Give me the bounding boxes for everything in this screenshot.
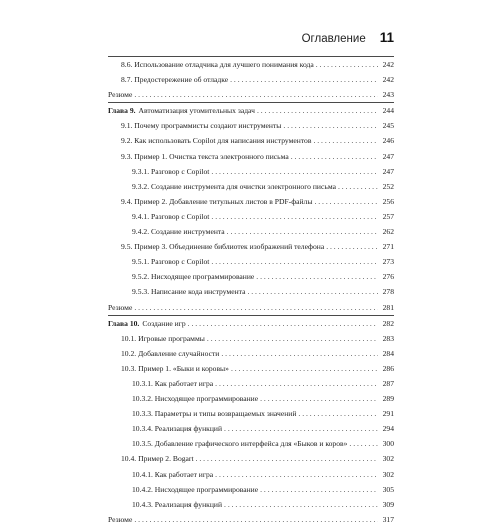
entry-page-number: 252 xyxy=(382,181,394,191)
entry-title: Резюме xyxy=(108,90,133,100)
toc-subsection-entry[interactable] xyxy=(108,467,394,482)
entry-page-number: 286 xyxy=(382,363,394,373)
entry-title: 9.4. Пример 2. Добавление титульных листов в PDF-файлы xyxy=(121,196,313,206)
entry-title: 10.1. Игровые программы xyxy=(121,333,205,343)
entry-page-number: 245 xyxy=(382,121,394,131)
entry-page-number: 281 xyxy=(382,302,394,312)
toc-subsection-entry[interactable] xyxy=(108,482,394,497)
toc-subsection-entry[interactable] xyxy=(108,164,394,179)
entry-page-number: 291 xyxy=(382,409,394,419)
dot-leader xyxy=(256,269,378,284)
chapter-label: Глава 9. xyxy=(108,106,136,116)
dot-leader xyxy=(257,103,378,118)
dot-leader xyxy=(215,376,378,391)
toc-group xyxy=(108,316,394,527)
dot-leader xyxy=(224,497,378,512)
dot-leader xyxy=(283,118,378,133)
entry-title: 9.3. Пример 1. Очистка текста электронного письма xyxy=(121,151,289,161)
entry-page-number: 302 xyxy=(382,454,394,464)
toc-section-entry[interactable] xyxy=(108,194,394,209)
dot-leader xyxy=(314,194,378,209)
entry-title: 10.4. Пример 2. Bogart xyxy=(121,454,194,464)
toc-group xyxy=(108,103,394,314)
dot-leader xyxy=(298,406,378,421)
dot-leader xyxy=(211,164,378,179)
toc-subsection-entry[interactable] xyxy=(108,269,394,284)
entry-page-number: 278 xyxy=(382,287,394,297)
entry-page-number: 262 xyxy=(382,227,394,237)
entry-title: 9.3.1. Разговор с Copilot xyxy=(132,166,210,176)
toc-group xyxy=(108,57,394,102)
toc-summary-entry[interactable] xyxy=(108,512,394,527)
entry-page-number: 256 xyxy=(382,196,394,206)
toc-section-entry[interactable] xyxy=(108,72,394,87)
chapter-label: Глава 10. xyxy=(108,318,140,328)
toc-summary-entry[interactable] xyxy=(108,87,394,102)
entry-page-number: 273 xyxy=(382,257,394,267)
toc-section-entry[interactable] xyxy=(108,239,394,254)
page-number: 11 xyxy=(379,30,394,45)
dot-leader xyxy=(338,179,378,194)
entry-page-number: 300 xyxy=(382,439,394,449)
dot-leader xyxy=(231,361,378,376)
toc-subsection-entry[interactable] xyxy=(108,209,394,224)
entry-page-number: 289 xyxy=(382,394,394,404)
entry-page-number: 257 xyxy=(382,211,394,221)
toc-section-entry[interactable] xyxy=(108,346,394,361)
toc-section-entry[interactable] xyxy=(108,57,394,72)
dot-leader xyxy=(230,72,378,87)
table-of-contents xyxy=(108,56,394,527)
dot-leader xyxy=(196,451,378,466)
dot-leader xyxy=(211,209,378,224)
entry-title: 10.3.3. Параметры и типы возвращаемых значений xyxy=(132,409,297,419)
entry-page-number: 271 xyxy=(382,242,394,252)
entry-title: 9.5. Пример 3. Объединение библиотек изображений телефона xyxy=(121,242,325,252)
toc-chapter-entry[interactable] xyxy=(108,316,394,331)
toc-subsection-entry[interactable] xyxy=(108,406,394,421)
entry-page-number: 284 xyxy=(382,348,394,358)
dot-leader xyxy=(316,57,378,72)
toc-section-entry[interactable] xyxy=(108,149,394,164)
toc-subsection-entry[interactable] xyxy=(108,224,394,239)
entry-title: 10.4.3. Реализация функций xyxy=(132,499,223,509)
entry-title: 10.3.4. Реализация функций xyxy=(132,424,223,434)
entry-title: 10.3.1. Как работает игра xyxy=(132,378,214,388)
toc-section-entry[interactable] xyxy=(108,118,394,133)
toc-subsection-entry[interactable] xyxy=(108,179,394,194)
entry-page-number: 282 xyxy=(382,318,394,328)
entry-title: 9.4.2. Создание инструмента xyxy=(132,227,225,237)
dot-leader xyxy=(313,133,378,148)
toc-chapter-entry[interactable] xyxy=(108,103,394,118)
entry-page-number: 242 xyxy=(382,75,394,85)
entry-title: 10.4.1. Как работает игра xyxy=(132,469,214,479)
dot-leader xyxy=(247,284,378,299)
dot-leader xyxy=(260,391,378,406)
toc-subsection-entry[interactable] xyxy=(108,254,394,269)
toc-section-entry[interactable] xyxy=(108,361,394,376)
entry-page-number: 247 xyxy=(382,166,394,176)
entry-page-number: 302 xyxy=(382,469,394,479)
dot-leader xyxy=(291,149,378,164)
entry-page-number: 317 xyxy=(382,514,394,524)
entry-page-number: 247 xyxy=(382,151,394,161)
entry-page-number: 246 xyxy=(382,136,394,146)
entry-title: Создание игр xyxy=(142,318,186,328)
entry-page-number: 287 xyxy=(382,378,394,388)
entry-title: 9.5.2. Нисходящее программирование xyxy=(132,272,255,282)
running-header xyxy=(108,30,394,48)
dot-leader xyxy=(211,254,378,269)
entry-title: 10.4.2. Нисходящее программирование xyxy=(132,484,259,494)
dot-leader xyxy=(207,331,378,346)
entry-page-number: 244 xyxy=(382,106,394,116)
entry-title: 10.3.2. Нисходящее программирование xyxy=(132,394,259,404)
dot-leader xyxy=(326,239,378,254)
toc-subsection-entry[interactable] xyxy=(108,376,394,391)
dot-leader xyxy=(215,467,378,482)
dot-leader xyxy=(134,87,378,102)
entry-title: 8.6. Использование отладчика для лучшего понимания кода xyxy=(121,60,314,69)
entry-title: Резюме xyxy=(108,302,133,312)
entry-page-number: 243 xyxy=(382,90,394,100)
toc-subsection-entry[interactable] xyxy=(108,436,394,451)
entry-title: 9.3.2. Создание инструмента для очистки электронного письма xyxy=(132,181,336,191)
entry-title: 8.7. Предостережение об отладке xyxy=(121,75,229,85)
dot-leader xyxy=(134,300,378,315)
entry-page-number: 276 xyxy=(382,272,394,282)
toc-subsection-entry[interactable] xyxy=(108,284,394,299)
dot-leader xyxy=(221,346,378,361)
toc-section-entry[interactable] xyxy=(108,451,394,466)
dot-leader xyxy=(227,224,378,239)
entry-page-number: 242 xyxy=(382,60,394,69)
toc-section-entry[interactable] xyxy=(108,133,394,148)
entry-page-number: 283 xyxy=(382,333,394,343)
dot-leader xyxy=(260,482,378,497)
running-title: Оглавление xyxy=(301,33,366,45)
entry-page-number: 309 xyxy=(382,499,394,509)
dot-leader xyxy=(349,436,378,451)
entry-title: 9.5.1. Разговор с Copilot xyxy=(132,257,210,267)
entry-title: 9.4.1. Разговор с Copilot xyxy=(132,211,210,221)
entry-page-number: 305 xyxy=(382,484,394,494)
entry-page-number: 294 xyxy=(382,424,394,434)
entry-title: 9.1. Почему программисты создают инструменты xyxy=(121,121,282,131)
dot-leader xyxy=(188,316,378,331)
toc-subsection-entry[interactable] xyxy=(108,497,394,512)
toc-subsection-entry[interactable] xyxy=(108,421,394,436)
entry-title: 9.5.3. Написание кода инструмента xyxy=(132,287,246,297)
toc-summary-entry[interactable] xyxy=(108,300,394,315)
dot-leader xyxy=(224,421,378,436)
entry-title: Резюме xyxy=(108,514,133,524)
dot-leader xyxy=(134,512,378,527)
toc-subsection-entry[interactable] xyxy=(108,391,394,406)
entry-title: 10.3. Пример 1. «Быки и коровы» xyxy=(121,363,229,373)
entry-title: 10.2. Добавление случайности xyxy=(121,348,220,358)
toc-section-entry[interactable] xyxy=(108,331,394,346)
entry-title: Автоматизация утомительных задач xyxy=(138,106,255,116)
entry-title: 9.2. Как использовать Copilot для написания инструментов xyxy=(121,136,312,146)
entry-title: 10.3.5. Добавление графического интерфейса для «Быков и коров» xyxy=(132,439,348,449)
